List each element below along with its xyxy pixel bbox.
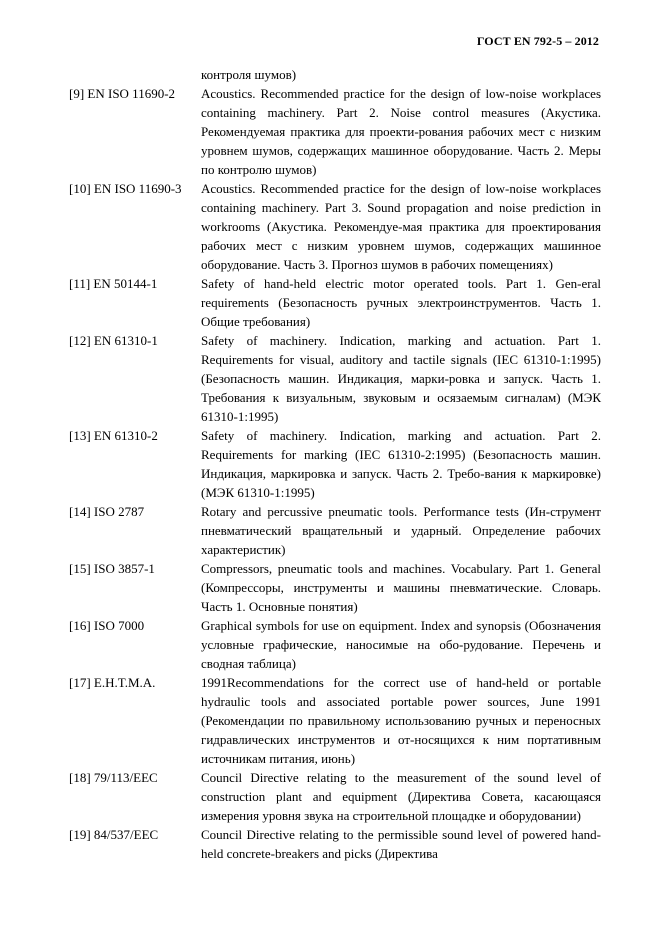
reference-id: [18] 79/113/EEC bbox=[69, 770, 158, 785]
reference-id: [9] EN ISO 11690-2 bbox=[69, 86, 176, 101]
reference-id: [14] ISO 2787 bbox=[69, 504, 145, 519]
reference-entry-10 bbox=[69, 179, 601, 274]
reference-id: [19] 84/537/EEC bbox=[69, 827, 159, 842]
reference-description: Graphical symbols for use on equipment. Index and synopsis (Обозначения условные графические, наносимые на обо-рудование. Перечень и сводная таблица) bbox=[201, 618, 601, 671]
reference-description: Compressors, pneumatic tools and machines. Vocabulary. Part 1. General (Компрессоры, инструменты и машины пневматические. Словарь. Часть 1. Основные понятия) bbox=[201, 561, 601, 614]
reference-description: Safety of machinery. Indication, marking and actuation. Part 1. Requirements for visual, auditory and tactile signals (IEC 61310-1:1995) (Безопасность машин. Индикация, марки-ровка и запуск. Часть 1. Требования к визуальным, звуковым и осязаемым сигналам) (МЭК 61310-1:1995) bbox=[201, 333, 601, 424]
reference-id: [13] EN 61310-2 bbox=[69, 428, 158, 443]
reference-entry-14 bbox=[69, 502, 601, 559]
reference-description: Rotary and percussive pneumatic tools. Performance tests (Ин-струмент пневматический вращательный и ударный. Определение рабочих характеристик) bbox=[201, 504, 601, 557]
reference-entry-18 bbox=[69, 768, 601, 825]
reference-entry-17 bbox=[69, 673, 601, 768]
reference-id: [10] EN ISO 11690-3 bbox=[69, 181, 182, 196]
reference-description: Safety of machinery. Indication, marking and actuation. Part 2. Requirements for marking (IEC 61310-2:1995) (Безопасность машин. Индикация, маркировка и запуск. Часть 2. Требо-вания к маркировке) (МЭК 61310-1:1995) bbox=[201, 428, 601, 500]
reference-id: [17] E.H.T.M.A. bbox=[69, 675, 156, 690]
reference-entry-19 bbox=[69, 825, 601, 863]
reference-entry-12 bbox=[69, 331, 601, 426]
reference-entry-13 bbox=[69, 426, 601, 502]
document-id: ГОСТ EN 792-5 – 2012 bbox=[476, 34, 599, 48]
reference-id: [11] EN 50144-1 bbox=[69, 276, 158, 291]
reference-description: Council Directive relating to the permissible sound level of powered hand-held concrete-breakers and picks (Директива bbox=[201, 827, 601, 861]
reference-description: Safety of hand-held electric motor operated tools. Part 1. Gen-eral requirements (Безопасность ручных электроинструментов. Часть 1. Общие требования) bbox=[201, 276, 601, 329]
reference-description: Acoustics. Recommended practice for the design of low-noise workplaces containing machinery. Part 3. Sound propagation and noise prediction in workrooms (Акустика. Рекомендуе-мая практика для проектирования рабочих мест с низким уровнем шумов, содержащих машинное оборудование. Часть 3. Прогноз шумов в рабочих помещениях) bbox=[201, 181, 601, 272]
continuation-text: контроля шумов) bbox=[201, 67, 297, 82]
reference-description: Council Directive relating to the measurement of the sound level of construction plant and equipment (Директива Совета, касающаяся измерения уровня звука на строительной площадке и оборудовании) bbox=[201, 770, 601, 823]
reference-description: 1991Recommendations for the correct use of hand-held or portable hydraulic tools and associated portable power sources, June 1991 (Рекомендации по правильному использованию ручных и переносных гидравлических инструментов и от-носящихся к ним портативным источникам питания, июнь) bbox=[201, 675, 601, 766]
reference-entry-9 bbox=[69, 84, 601, 179]
reference-id: [12] EN 61310-1 bbox=[69, 333, 158, 348]
reference-entry-11 bbox=[69, 274, 601, 331]
reference-entry-16 bbox=[69, 616, 601, 673]
reference-id: [16] ISO 7000 bbox=[69, 618, 145, 633]
reference-id: [15] ISO 3857-1 bbox=[69, 561, 155, 576]
bibliography-list bbox=[69, 65, 601, 863]
reference-entry-15 bbox=[69, 559, 601, 616]
reference-description: Acoustics. Recommended practice for the design of low-noise workplaces containing machinery. Part 2. Noise control measures (Акустика. Рекомендуемая практика для проекти-рования рабочих мест с низким уровнем шумов, содержащих машинное оборудование. Часть 2. Меры по контролю шумов) bbox=[201, 86, 601, 177]
